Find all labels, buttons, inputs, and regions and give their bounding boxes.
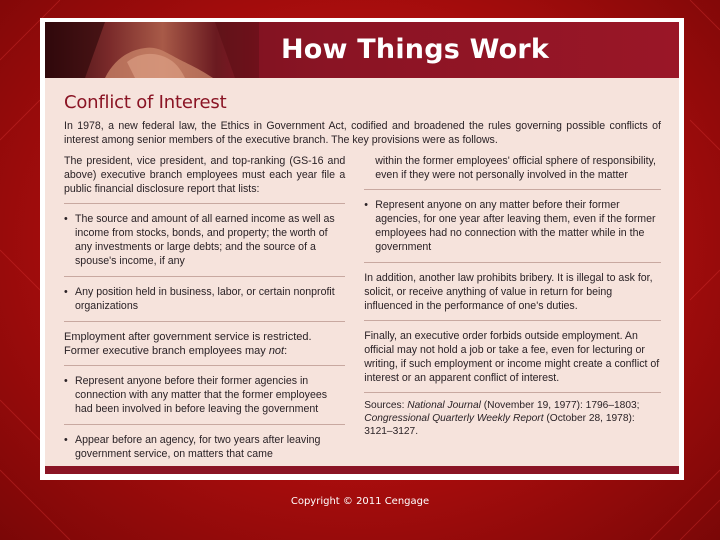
bullet-icon: •	[364, 199, 368, 211]
executive-order-paragraph: Finally, an executive order forbids outside employment. An official may not hold a job or take a fee, even for lecturing or writing, if such employment or income might create a conflict of interest or an apparent conflict of interest.	[364, 330, 660, 384]
content-panel	[45, 78, 679, 466]
bullet-icon: •	[64, 286, 68, 298]
bullet-icon: •	[64, 213, 68, 225]
sources-note	[364, 392, 661, 438]
employment-paragraph	[64, 330, 345, 358]
list-item-text: Any position held in business, labor, or certain nonprofit organizations	[75, 286, 335, 312]
list-item-text: Represent anyone before their former agencies in connection with any matter that the former employees had been involved in before leaving the government	[75, 375, 328, 415]
handshake-photo	[45, 22, 259, 78]
employment-text-b: Former executive branch employees may	[64, 345, 269, 357]
divider	[64, 321, 345, 322]
bribery-paragraph: In addition, another law prohibits bribery. It is illegal to ask for, solicit, or receive anything of value in return for being influenced in the performance of one's duties.	[364, 272, 653, 312]
divider	[364, 320, 661, 321]
sources-label: Sources:	[364, 400, 408, 411]
divider	[364, 262, 661, 263]
header-banner	[45, 22, 679, 78]
list-item	[64, 374, 345, 416]
divider	[364, 189, 661, 190]
section-title: Conflict of Interest	[64, 92, 227, 113]
list-item-text: The source and amount of all earned income as well as income from stocks, bonds, and property; the worth of any investments or large debts; and the source of a spouse's income, if any	[75, 213, 335, 267]
slide	[40, 18, 684, 480]
copyright-footer: Copyright © 2011 Cengage	[290, 496, 430, 507]
list-item	[364, 198, 661, 254]
bullet-icon: •	[64, 434, 68, 446]
bullet-icon: •	[64, 375, 68, 387]
list-item-text: Represent anyone on any matter before their former agencies, for one year after leaving them, even if the former employees had no connection with the matter while in the government	[375, 199, 656, 253]
intro-paragraph: In 1978, a new federal law, the Ethics in Government Act, codified and broadened the rules governing possible conflicts of interest among senior members of the executive branch. The key provisions were as follows.	[64, 120, 661, 146]
right-column	[364, 154, 661, 469]
source-national-journal-date: (November 19, 1977): 1796–1803;	[480, 400, 640, 411]
employment-text: Employment after government service is restricted.	[64, 331, 312, 343]
divider	[64, 203, 345, 204]
source-cq-weekly: Congressional Quarterly Weekly Report	[364, 413, 544, 424]
bottom-bar	[45, 466, 679, 474]
source-national-journal: National Journal	[407, 400, 481, 411]
two-columns	[64, 154, 661, 469]
left-column	[64, 154, 345, 469]
list-item-text: Appear before an agency, for two years after leaving government service, on matters that came	[75, 434, 321, 460]
list-item	[64, 433, 345, 461]
page-title: How Things Work	[281, 34, 550, 65]
divider	[64, 424, 345, 425]
divider	[64, 276, 345, 277]
continued-paragraph: within the former employees' official sphere of responsibility, even if they were not personally involved in the matter	[375, 155, 656, 181]
divider	[64, 365, 345, 366]
source-cq-weekly-date: (October 28, 1978): 3121–3127.	[364, 413, 635, 437]
list-item	[64, 285, 345, 313]
disclosure-paragraph: The president, vice president, and top-ranking (GS-16 and above) executive branch employees must each year file a public financial disclosure report that lists:	[64, 155, 346, 195]
list-item	[64, 212, 345, 268]
employment-colon: :	[284, 345, 288, 357]
emphasis-not: not	[268, 345, 285, 357]
